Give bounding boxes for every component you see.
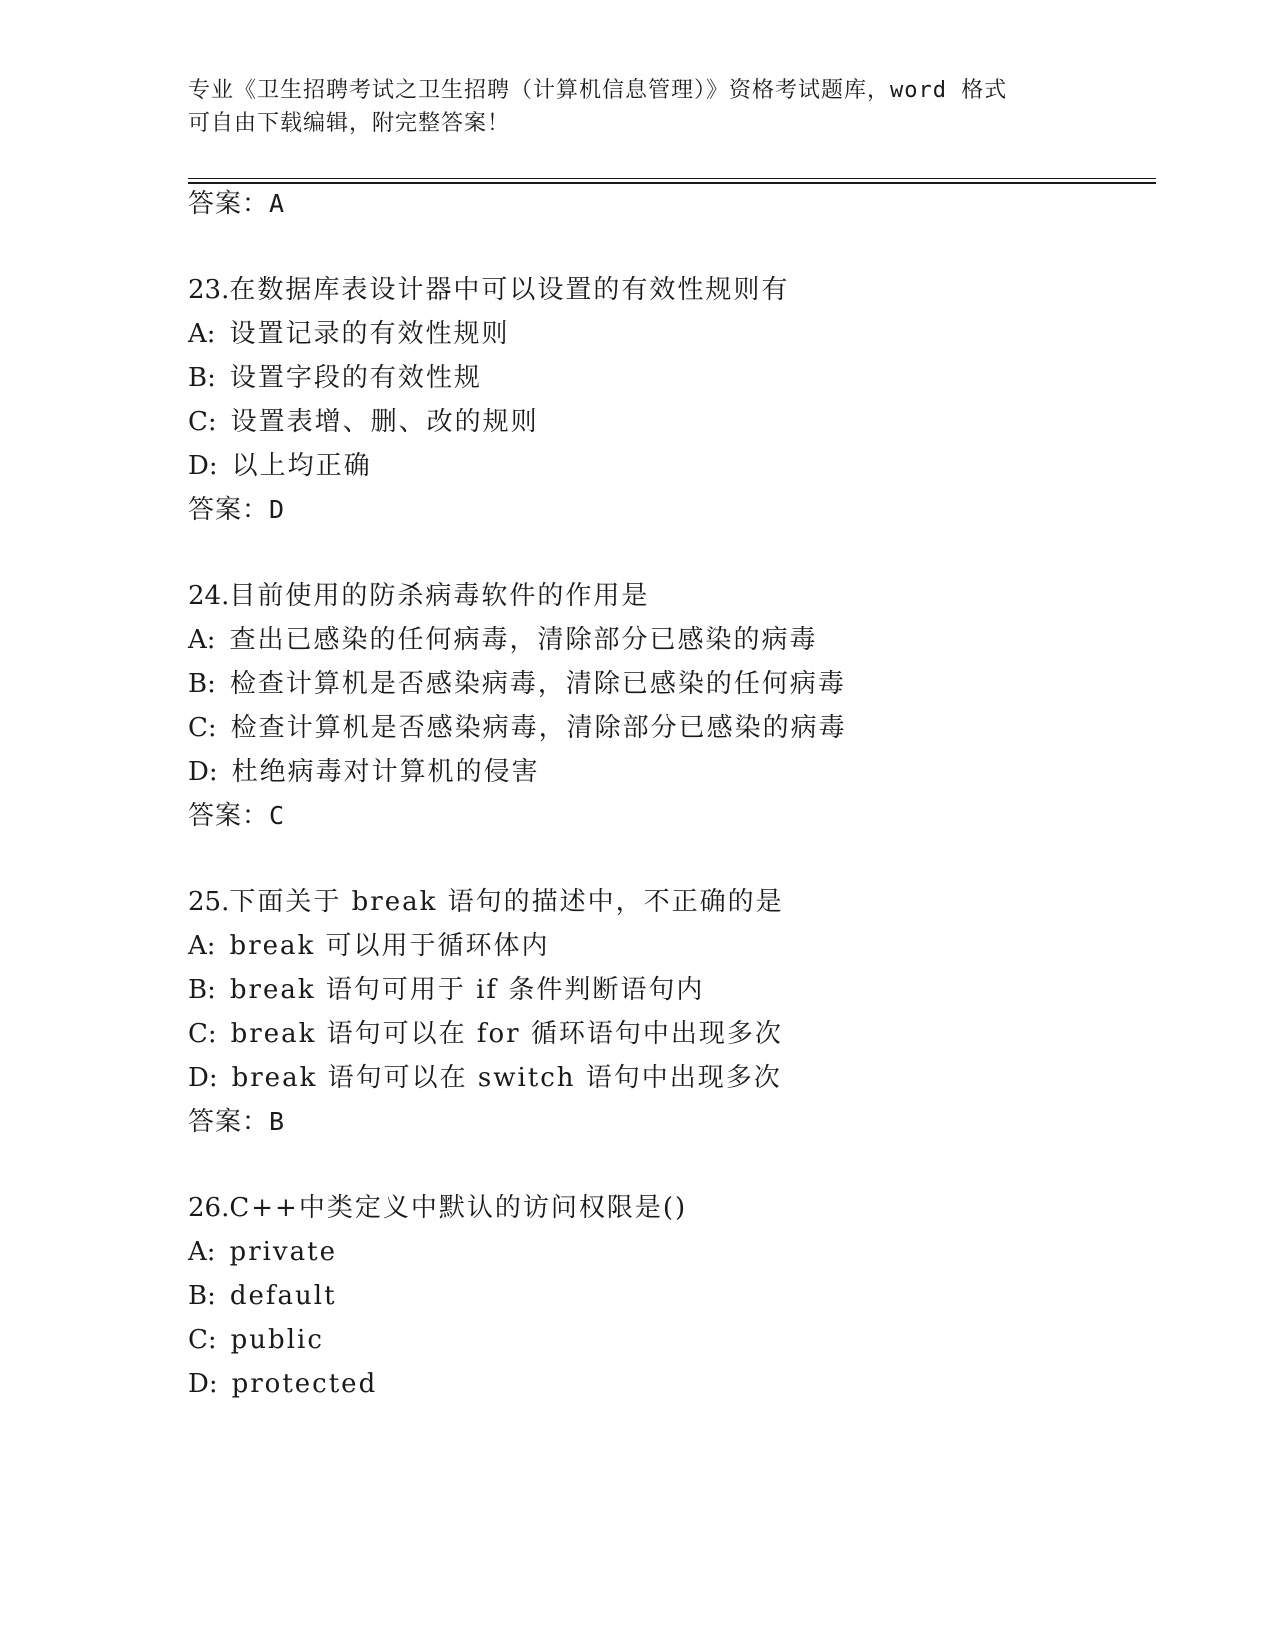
header-line-1: 专业《卫生招聘考试之卫生招聘（计算机信息管理）》资格考试题库，word 格式 (188, 78, 1008, 103)
option-key: D: (188, 1063, 218, 1093)
option-text: 杜绝病毒对计算机的侵害 (231, 757, 540, 787)
answer-value: B (269, 1107, 286, 1136)
question-24-answer (188, 800, 285, 832)
question-23-option-b (188, 362, 482, 394)
question-26-option-d (188, 1368, 377, 1400)
option-key: B: (188, 669, 216, 699)
option-text: 以上均正确 (231, 451, 372, 481)
question-23-option-d (188, 450, 372, 482)
option-text: 检查计算机是否感染病毒，清除已感染的任何病毒 (229, 669, 846, 699)
option-key: D: (188, 757, 218, 787)
option-text: private (229, 1237, 337, 1267)
question-text: 下面关于 break 语句的描述中，不正确的是 (229, 887, 784, 917)
option-key: C: (188, 1019, 217, 1049)
question-23-option-c (188, 406, 539, 438)
question-26-stem (188, 1192, 687, 1224)
option-text: 检查计算机是否感染病毒，清除部分已感染的病毒 (230, 713, 847, 743)
question-25-answer (188, 1106, 285, 1138)
option-text: 设置表增、删、改的规则 (230, 407, 539, 437)
option-key: A: (188, 625, 216, 655)
option-key: C: (188, 407, 217, 437)
header-line-2: 可自由下载编辑，附完整答案！ (188, 111, 511, 136)
question-25-stem (188, 886, 784, 918)
option-text: 查出已感染的任何病毒，清除部分已感染的病毒 (229, 625, 818, 655)
answer-label: 答案： (188, 495, 270, 525)
question-24-option-b (188, 668, 846, 700)
answer-value: C (269, 801, 286, 830)
question-24-option-d (188, 756, 540, 788)
option-key: C: (188, 1325, 217, 1355)
answer-value: A (269, 189, 286, 218)
option-text: public (230, 1325, 324, 1355)
question-26-option-c (188, 1324, 324, 1356)
question-23-stem (188, 274, 789, 306)
option-text: 设置记录的有效性规则 (229, 319, 510, 349)
option-text: break 可以用于循环体内 (229, 931, 550, 961)
header-divider-thick (188, 182, 1156, 184)
question-23-option-a (188, 318, 510, 350)
option-key: C: (188, 713, 217, 743)
answer-label: 答案： (188, 801, 270, 831)
question-number: 25. (188, 887, 230, 917)
option-key: B: (188, 1281, 216, 1311)
question-text: 在数据库表设计器中可以设置的有效性规则有 (229, 275, 790, 305)
question-24-stem (188, 580, 649, 612)
question-24-option-a (188, 624, 818, 656)
option-key: A: (188, 1237, 216, 1267)
question-number: 23. (188, 275, 230, 305)
question-25-option-b (188, 974, 704, 1006)
option-key: D: (188, 451, 218, 481)
answer-line-prev (188, 188, 285, 220)
question-25-option-c (188, 1018, 783, 1050)
option-text: break 语句可用于 if 条件判断语句内 (229, 975, 705, 1005)
answer-label: 答案： (188, 1107, 270, 1137)
question-25-option-d (188, 1062, 782, 1094)
option-key: A: (188, 319, 216, 349)
option-key: B: (188, 975, 216, 1005)
answer-label: 答案： (188, 189, 270, 219)
question-text: C++中类定义中默认的访问权限是() (229, 1193, 688, 1223)
question-23-answer (188, 494, 285, 526)
header-divider-thin (188, 178, 1156, 179)
option-key: A: (188, 931, 216, 961)
option-text: default (229, 1281, 337, 1311)
question-text: 目前使用的防杀病毒软件的作用是 (229, 581, 650, 611)
question-24-option-c (188, 712, 847, 744)
answer-value: D (269, 495, 286, 524)
question-26-option-a (188, 1236, 337, 1268)
option-text: protected (231, 1369, 378, 1399)
question-number: 26. (188, 1193, 230, 1223)
option-text: break 语句可以在 for 循环语句中出现多次 (230, 1019, 783, 1049)
question-25-option-a (188, 930, 550, 962)
question-26-option-b (188, 1280, 337, 1312)
option-key: B: (188, 363, 216, 393)
question-number: 24. (188, 581, 230, 611)
option-text: 设置字段的有效性规 (229, 363, 482, 393)
option-text: break 语句可以在 switch 语句中出现多次 (231, 1063, 782, 1093)
option-key: D: (188, 1369, 218, 1399)
document-header (188, 74, 1088, 140)
